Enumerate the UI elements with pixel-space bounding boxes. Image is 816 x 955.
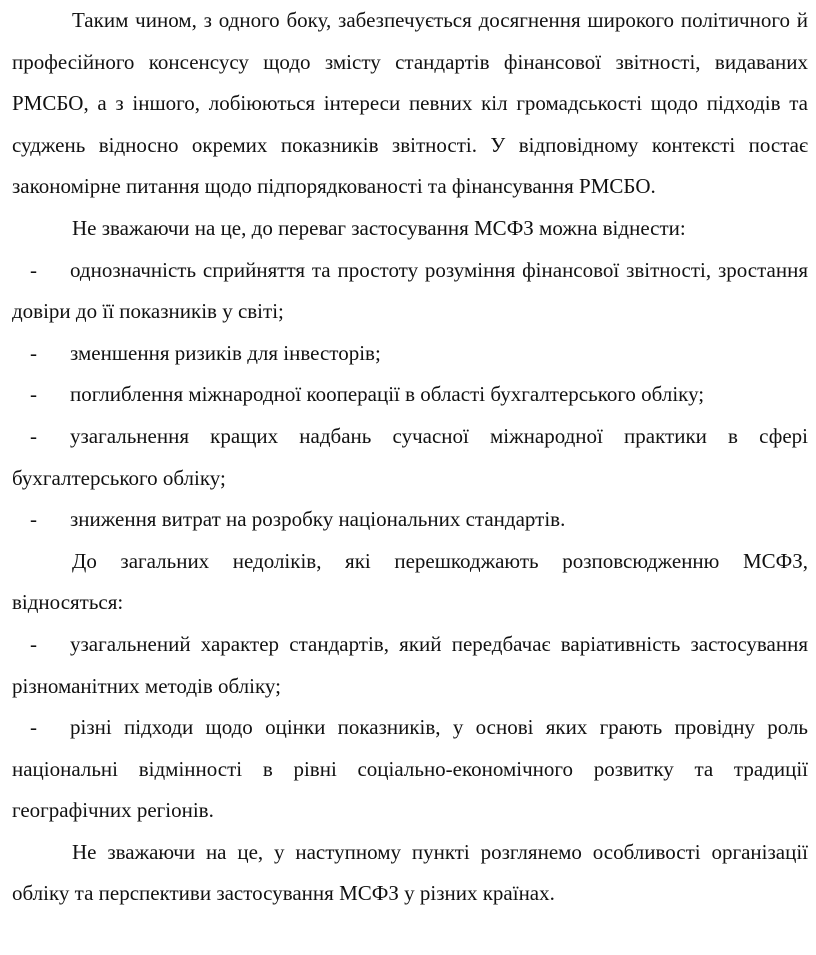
list-item-text: зменшення ризиків для інвесторів; bbox=[70, 340, 381, 365]
list-item-text: узагальнений характер стандартів, який передбачає варіативність застосування різноманітних методів обліку; bbox=[12, 631, 808, 698]
list-item bbox=[12, 416, 808, 499]
disadvantages-intro: До загальних недоліків, які перешкоджають розповсюдженню МСФЗ, відносяться: bbox=[12, 548, 808, 615]
document-page bbox=[12, 0, 808, 915]
paragraph-consensus: Таким чином, з одного боку, забезпечується досягнення широкого політичного й професійного консенсусу щодо змісту стандартів фінансової звітності, видаваних РМСБО, а з іншого, лобіюються інтереси певних кіл громадськості щодо підходів та суджень відносно окремих показників звітності. У відповідному контексті постає закономірне питання щодо підпорядкованості та фінансування РМСБО. bbox=[12, 8, 808, 199]
list-marker: - bbox=[30, 257, 37, 282]
list-item-text: різні підходи щодо оцінки показників, у основі яких грають провідну роль національні відмінності в рівні соціально-економічного розвитку та традиції географічних регіонів. bbox=[12, 715, 808, 823]
list-item-text: однозначність сприйняття та простоту розуміння фінансової звітності, зростання довіри до її показників у світі; bbox=[12, 257, 808, 324]
list-item bbox=[12, 707, 808, 832]
list-item bbox=[12, 374, 808, 416]
advantages-list bbox=[12, 250, 808, 541]
list-marker: - bbox=[30, 382, 37, 407]
list-marker: - bbox=[30, 340, 37, 365]
list-item-text: зниження витрат на розробку національних стандартів. bbox=[70, 507, 566, 532]
list-marker: - bbox=[30, 631, 37, 656]
list-item bbox=[12, 624, 808, 707]
list-item-text: поглиблення міжнародної кооперації в області бухгалтерського обліку; bbox=[70, 382, 705, 407]
closing-paragraph: Не зважаючи на це, у наступному пункті розглянемо особливості організації обліку та перспективи застосування МСФЗ у різних країнах. bbox=[12, 839, 808, 906]
list-marker: - bbox=[30, 507, 37, 532]
advantages-intro: Не зважаючи на це, до переваг застосування МСФЗ можна віднести: bbox=[72, 215, 686, 240]
disadvantages-list bbox=[12, 624, 808, 832]
list-item bbox=[12, 333, 808, 375]
list-marker: - bbox=[30, 715, 37, 740]
list-marker: - bbox=[30, 423, 37, 448]
list-item bbox=[12, 250, 808, 333]
list-item-text: узагальнення кращих надбань сучасної міжнародної практики в сфері бухгалтерського обліку; bbox=[12, 423, 808, 490]
list-item bbox=[12, 499, 808, 541]
